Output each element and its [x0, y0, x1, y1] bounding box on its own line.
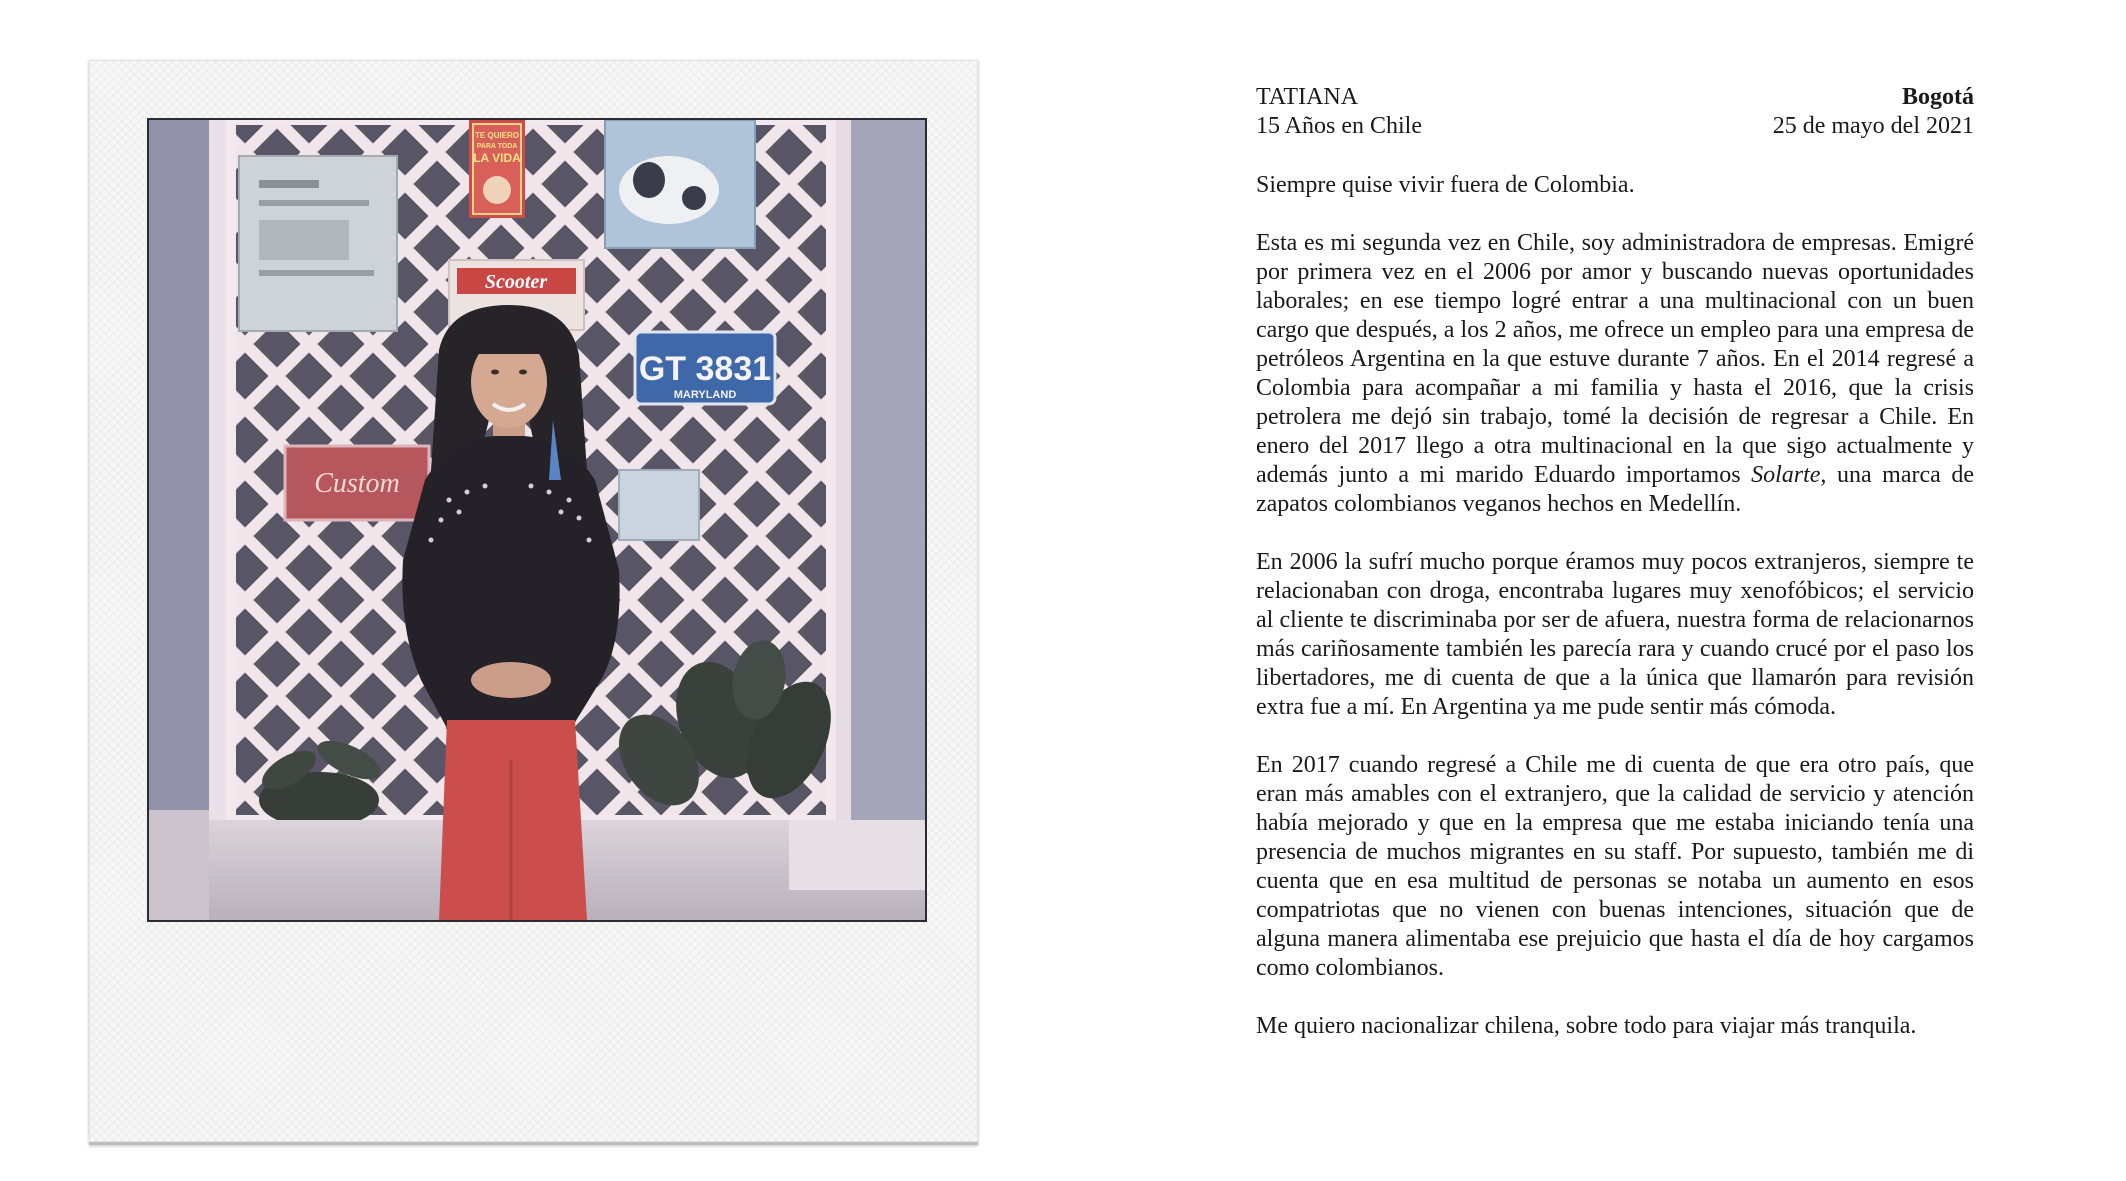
license-plate-number: GT 3831 — [638, 350, 772, 388]
brand-name: Solarte, — [1751, 462, 1827, 488]
city: Bogotá — [1902, 84, 1974, 110]
story-text — [1256, 83, 1974, 1070]
paragraph-1: Siempre quise vivir fuera de Colombia. — [1256, 172, 1635, 198]
person-name: TATIANA — [1256, 84, 1359, 110]
sign-scooter-text: Scooter — [484, 271, 548, 293]
license-plate-state: MARYLAND — [673, 389, 737, 401]
years-subtitle: 15 Años en Chile — [1256, 113, 1422, 139]
sign-te-quiero-line3: LA VIDA — [473, 151, 521, 165]
polaroid-frame — [89, 60, 978, 1145]
paragraph-5: Me quiero nacionalizar chilena, sobre todo para viajar más tranquila. — [1256, 1013, 1917, 1039]
body-text — [1256, 171, 1974, 1041]
header-row-1 — [1256, 83, 1974, 112]
paragraph-2 — [1256, 229, 1974, 519]
sign-custom-text: Custom — [314, 468, 400, 499]
paragraph-2-text-b: una marca de zapatos colombianos veganos hechos en Medellín. — [1256, 462, 1974, 517]
portrait-photo — [147, 118, 927, 922]
date: 25 de mayo del 2021 — [1772, 113, 1974, 139]
paragraph-2-text-a: Esta es mi segunda vez en Chile, soy administradora de empresas. Emigré por primera vez en el 2006 por amor y buscando nuevas oportunidades laborales; en ese tiempo logré entrar a una multinacional con un buen cargo que después, a los 2 años, me ofrece un empleo para una empresa de petróleos Argentina en la que estuve durante 7 años. En el 2014 regresé a Colombia para acompañar a mi familia y hasta el 2016, que la crisis petrolera me dejó sin trabajo, tomé la decisión de regresar a Chile. En enero del 2017 llego a otra multinacional en la que sigo actualmente y además junto a mi marido Eduardo importamos — [1256, 230, 1974, 488]
paragraph-3: En 2006 la sufrí mucho porque éramos muy pocos extranjeros, siempre te relacionaban con droga, encontraba lugares muy xenofóbicos; el servicio al cliente te discriminaba por ser de afuera, nuestra forma de relacionarnos más cariñosamente también les parecía rara y cuando crucé por el paso los libertadores, me di cuenta de que a la única que llamarón para revisión extra fue a mí. En Argentina ya me pude sentir más cómoda. — [1256, 549, 1974, 720]
sign-te-quiero-line1: TE QUIERO — [474, 131, 520, 140]
header-row-2 — [1256, 112, 1974, 141]
sign-te-quiero-line2: PARA TODA — [476, 143, 518, 150]
paragraph-4: En 2017 cuando regresé a Chile me di cuenta de que era otro país, que eran más amables con el extranjero, que la calidad de servicio y atención había mejorado y que en la empresa que me estaba iniciando tenía una presencia de muchos migrantes en su staff. Por supuesto, también me di cuenta que en esa multitud de personas se notaba un aumento en esos compatriotas que no vienen con buenas intenciones, situación que de alguna manera alimentaba ese prejuicio que hasta el día de hoy cargamos como colombianos. — [1256, 752, 1974, 981]
